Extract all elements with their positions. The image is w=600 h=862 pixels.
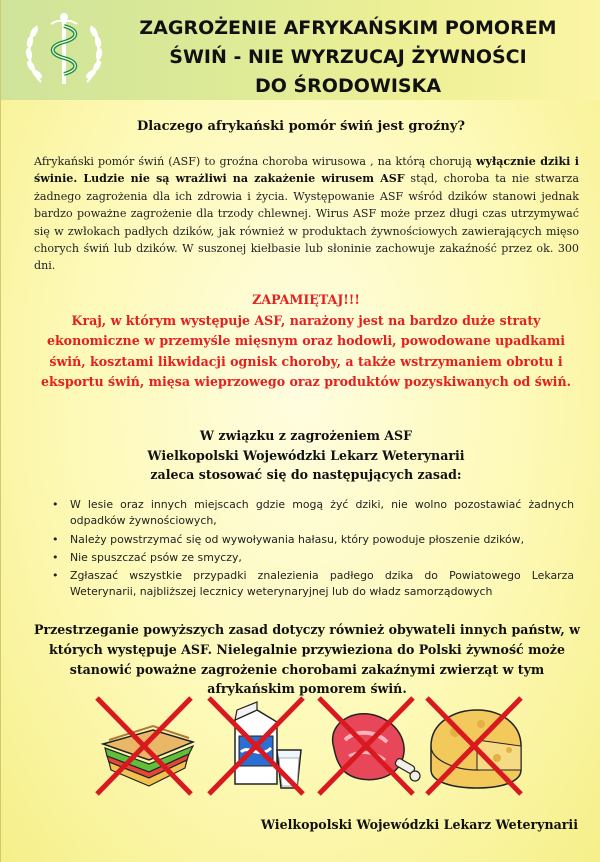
veterinary-caduceus-laurel-icon <box>21 8 107 94</box>
recommendation-line-2: Wielkopolski Wojewódzki Lekarz Weterynarii <box>147 447 465 463</box>
bullet-icon: • <box>52 532 59 546</box>
intro-paragraph <box>34 153 579 275</box>
prohibition-cross-icon <box>311 694 421 799</box>
bullet-icon: • <box>52 498 59 511</box>
prohibition-cross-icon <box>201 694 311 799</box>
rule-item <box>34 568 574 601</box>
rule-text: Należy powstrzymać się od wywoływania hałasu, który powoduje płoszenie dzików, <box>70 532 525 546</box>
rule-item <box>34 532 574 548</box>
intro-text-1: Afrykański pomór świń (ASF) to groźna choroba wirusowa , na którą chorują <box>34 155 476 168</box>
rule-item <box>34 550 574 566</box>
prohibition-cross-icon <box>89 694 199 799</box>
warning-text: Kraj, w którym występuje ASF, narażony jest na bardzo duże straty ekonomiczne w przemyśle mięsnym oraz hodowli, powodowane upadkami świń, kosztami likwidacji ognisk choroby, a także wstrzymaniem obrotu i eksportu świń, mięsa wieprzowego oraz produktów pozyskiwanych od świń. <box>40 312 571 390</box>
recommendation-line-3: zaleca stosować się do następujących zasad: <box>150 467 462 482</box>
recommendation-line-1: W związku z zagrożeniem ASF <box>199 428 413 443</box>
bullet-icon: • <box>52 569 59 583</box>
page-title-line-1: ZAGROŻENIE AFRYKAŃSKIM POMOREM <box>139 17 557 39</box>
bullet-icon: • <box>52 550 59 564</box>
warning-block <box>31 290 581 393</box>
intro-text-2: stąd, choroba ta nie stwarza żadnego zagrożenia dla ich zdrowia i życia. Występowanie ASF wśród dzików stanowi jednak bardzo poważne zagrożenie dla trzody chlewnej. Wirus ASF może przez długi czas utrzymywać się w zwłokach padłych dzików, jak również w produktach żywnościowych zawierających mięso chorych świń lub dzików. W suszonej kiełbasie lub słoninie zachowuje zakaźność przez ok. 300 dni. <box>34 172 579 273</box>
rules-list <box>34 497 574 603</box>
prohibition-cross-icon <box>419 694 529 799</box>
closing-paragraph: Przestrzeganie powyższych zasad dotyczy również obywateli innych państw, w których występuje ASF. Nielegalnie przywieziona do Polski żywność może stanowić poważne zagrożenie chorobami zakaźnymi zwierząt w tym afrykańskim pomorem świń. <box>34 622 580 697</box>
rule-text: Nie spuszczać psów ze smyczy, <box>70 550 242 564</box>
question-heading: Dlaczego afrykański pomór świń jest groźny? <box>136 119 465 134</box>
warning-title: ZAPAMIĘTAJ!!! <box>252 292 360 307</box>
rule-item <box>34 497 574 530</box>
header-banner <box>1 0 600 100</box>
page-title-line-3: DO ŚRODOWISKA <box>254 75 442 97</box>
page-title <box>113 14 583 101</box>
recommendation-block <box>1 426 600 485</box>
page-title-line-2: ŚWIŃ - NIE WYRZUCAJ ŻYWNOŚCI <box>169 46 527 68</box>
rule-text: Zgłaszać wszystkie przypadki znalezienia padłego dzika do Powiatowego Lekarza Weterynarii, najbliższej lecznicy weterynaryjnej lub do władz samorządowych <box>70 569 574 599</box>
rule-text: W lesie oraz innych miejscach gdzie mogą żyć dziki, nie wolno pozostawiać żadnych odpadków żywnościowych, <box>70 498 574 528</box>
signature: Wielkopolski Wojewódzki Lekarz Weterynarii <box>260 817 578 832</box>
intro-text-bold: wyłącznie dziki i świnie. Ludzie nie są wrażliwi na zakażenie wirusem ASF <box>34 155 579 186</box>
